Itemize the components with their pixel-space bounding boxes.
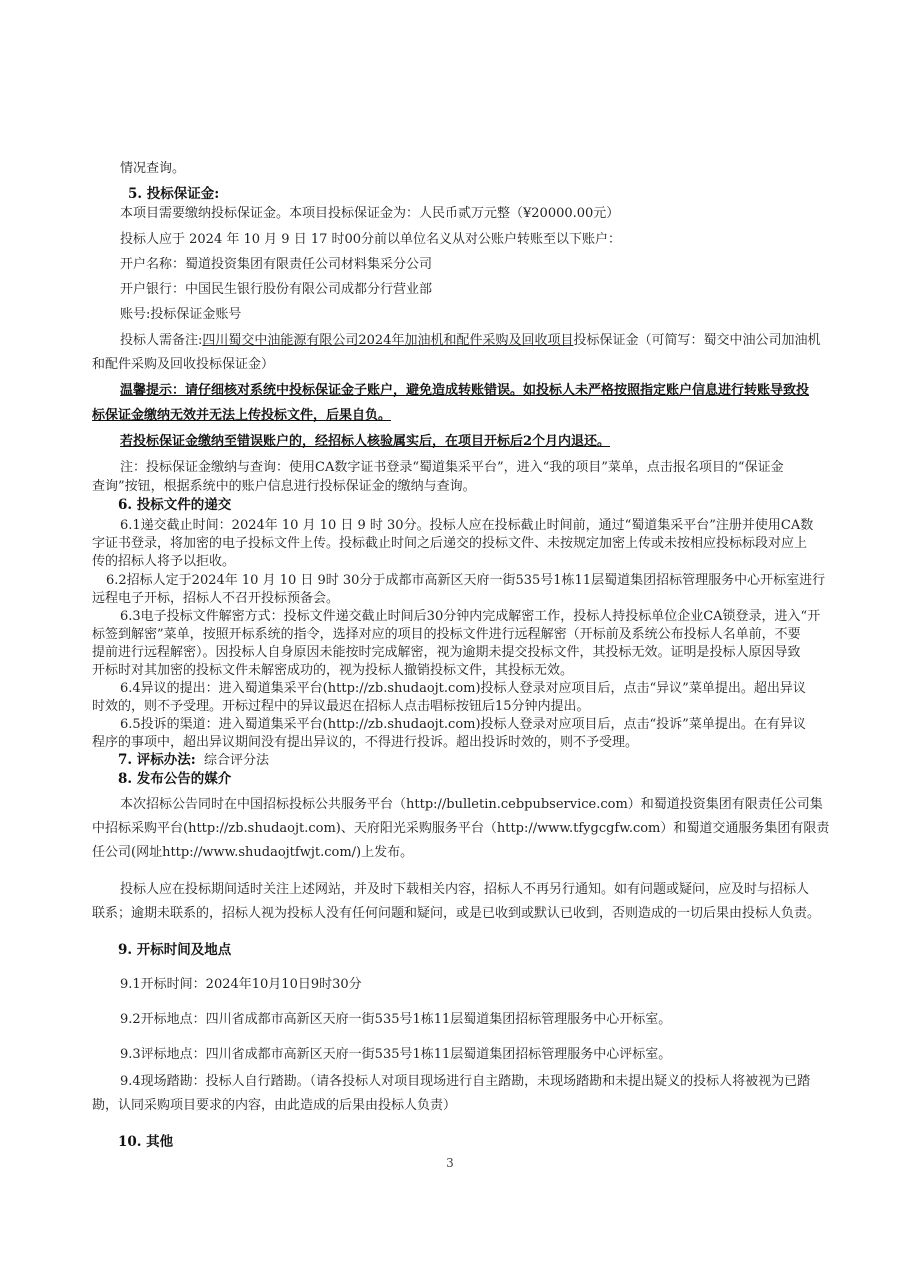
text-line: 6.3电子投标文件解密方式：投标文件递交截止时间后30分钟内完成解密工作，投标人持投标单位企业CA锁登录，进入“开 <box>120 609 821 624</box>
evaluation-method: 综合评分法 <box>204 753 270 768</box>
warning-line: 温馨提示：请仔细核对系统中投标保证金子账户，避免造成转账错误。如投标人未严格按照指定账户信息进行转账导致投 <box>120 383 810 398</box>
section-heading-7: 7. 评标办法: <box>118 752 196 768</box>
text-line: 标签到解密”菜单，按照开标系统的指令，选择对应的项目的投标文件进行远程解密（开标前及系统公布投标人名单前，不要 <box>92 627 801 642</box>
text-line: 投标人应于 2024 年 10 月 9 日 17 时00分前以单位名义从对公账户转账至以下账户： <box>120 232 622 247</box>
text-line: 任公司(网址http://www.shudaojtfwjt.com/)上发布。 <box>92 845 414 860</box>
text-line: 本项目需要缴纳投标保证金。本项目投标保证金为：人民币贰万元整（¥20000.00元） <box>120 206 620 221</box>
bank-value: 中国民生银行股份有限公司成都分行营业部 <box>185 282 433 297</box>
text-line: 6.4异议的提出：进入蜀道集采平台(http://zb.shudaojt.com)投标人登录对应项目后，点击“异议”菜单提出。超出异议 <box>120 681 806 696</box>
remark-project-name: 四川蜀交中油能源有限公司2024年加油机和配件采购及回收项目 <box>202 333 574 348</box>
refund-line: 若投标保证金缴纳至错误账户的，经招标人核验属实后，在项目开标后2个月内退还。 <box>120 434 611 449</box>
section-heading-6: 6. 投标文件的递交 <box>118 497 232 513</box>
text-line: 远程电子开标，招标人不召开投标预备会。 <box>92 591 340 606</box>
text-line: 情况查询。 <box>120 161 186 176</box>
warning-line: 标保证金缴纳无效并无法上传投标文件，后果自负。 <box>92 408 392 423</box>
text-line: 中招标采购平台(http://zb.shudaojt.com)、天府阳光采购服务平台（http://www.tfygcgfw.com）和蜀道交通服务集团有限责 <box>92 821 830 836</box>
text-line: 9.4现场踏勘：投标人自行踏勘。（请各投标人对项目现场进行自主踏勘，未现场踏勘和未提出疑义的投标人将被视为已踏 <box>120 1074 811 1089</box>
remark-prefix: 投标人需备注: <box>120 333 203 348</box>
text-line: 程序的事项中，超出异议期间没有提出异议的，不得进行投诉。超出投诉时效的，则不予受理。 <box>92 735 639 750</box>
text-line: 时效的，则不予受理。开标过程中的异议最迟在招标人点击唱标按钮后15分钟内提出。 <box>92 699 590 714</box>
section-7-line <box>118 752 269 769</box>
account-number-line: 账号:投标保证金账号 <box>120 307 242 322</box>
text-line: 字证书登录，将加密的电子投标文件上传。投标截止时间之后递交的投标文件、未按规定加密上传或未按相应投标标段对应上 <box>92 536 808 551</box>
account-name-value: 蜀道投资集团有限责任公司材料集采分公司 <box>185 257 433 272</box>
text-line: 本次招标公告同时在中国招标投标公共服务平台（http://bulletin.cebpubservice.com）和蜀道投资集团有限责任公司集 <box>120 797 823 812</box>
bank-label: 开户银行： <box>120 282 186 297</box>
text-line: 开标时对其加密的投标文件未解密成功的，视为投标人撤销投标文件，其投标无效。 <box>92 663 574 678</box>
remark-suffix: 投标保证金（可简写：蜀交中油公司加油机 <box>573 333 821 348</box>
text-line: 9.2开标地点：四川省成都市高新区天府一街535号1栋11层蜀道集团招标管理服务中心开标室。 <box>120 1012 672 1027</box>
bank-line <box>120 281 432 298</box>
text-line: 投标人应在投标期间适时关注上述网站，并及时下载相关内容，招标人不再另行通知。如有问题或疑问，应及时与招标人 <box>120 882 810 897</box>
note-line: 注：投标保证金缴纳与查询：使用CA数字证书登录“蜀道集采平台”，进入“我的项目”菜单，点击报名项目的“保证金 <box>120 460 784 475</box>
section-heading-9: 9. 开标时间及地点 <box>118 942 232 958</box>
note-line: 查询”按钮，根据系统中的账户信息进行投标保证金的缴纳与查询。 <box>92 479 476 494</box>
section-heading-8: 8. 发布公告的媒介 <box>118 771 232 787</box>
text-line: 6.5投诉的渠道：进入蜀道集采平台(http://zb.shudaojt.com)投标人登录对应项目后，点击“投诉”菜单提出。在有异议 <box>120 717 806 732</box>
text-line: 9.3评标地点：四川省成都市高新区天府一街535号1栋11层蜀道集团招标管理服务中心评标室。 <box>120 1047 672 1062</box>
text-line: 9.1开标时间：2024年10月10日9时30分 <box>120 977 362 992</box>
text-line: 传的招标人将予以拒收。 <box>92 554 236 569</box>
text-line: 6.1递交截止时间：2024年 10 月 10 日 9 时 30分。投标人应在投标截止时间前，通过“蜀道集采平台”注册并使用CA数 <box>120 518 814 533</box>
page-number: 3 <box>446 1156 454 1170</box>
account-name-line <box>120 256 432 273</box>
account-name-label: 开户名称： <box>120 257 186 272</box>
text-line: 联系；逾期未联系的，招标人视为投标人没有任何问题和疑问，或是已收到或默认已收到，否则造成的一切后果由投标人负责。 <box>92 906 821 921</box>
text-line: 6.2招标人定于2024年 10 月 10 日 9时 30分于成都市高新区天府一街535号1栋11层蜀道集团招标管理服务中心开标室进行 <box>106 573 826 588</box>
text-line: 勘，认同采购项目要求的内容，由此造成的后果由投标人负责） <box>92 1098 457 1113</box>
text-line: 和配件采购及回收投标保证金） <box>92 357 275 372</box>
section-heading-10: 10. 其他 <box>118 1134 174 1150</box>
section-heading-5: 5. 投标保证金: <box>128 186 220 202</box>
remark-line <box>120 332 821 349</box>
text-line: 提前进行远程解密）。因投标人自身原因未能按时完成解密，视为逾期未提交投标文件，其投标无效。证明是投标人原因导致 <box>92 645 801 660</box>
